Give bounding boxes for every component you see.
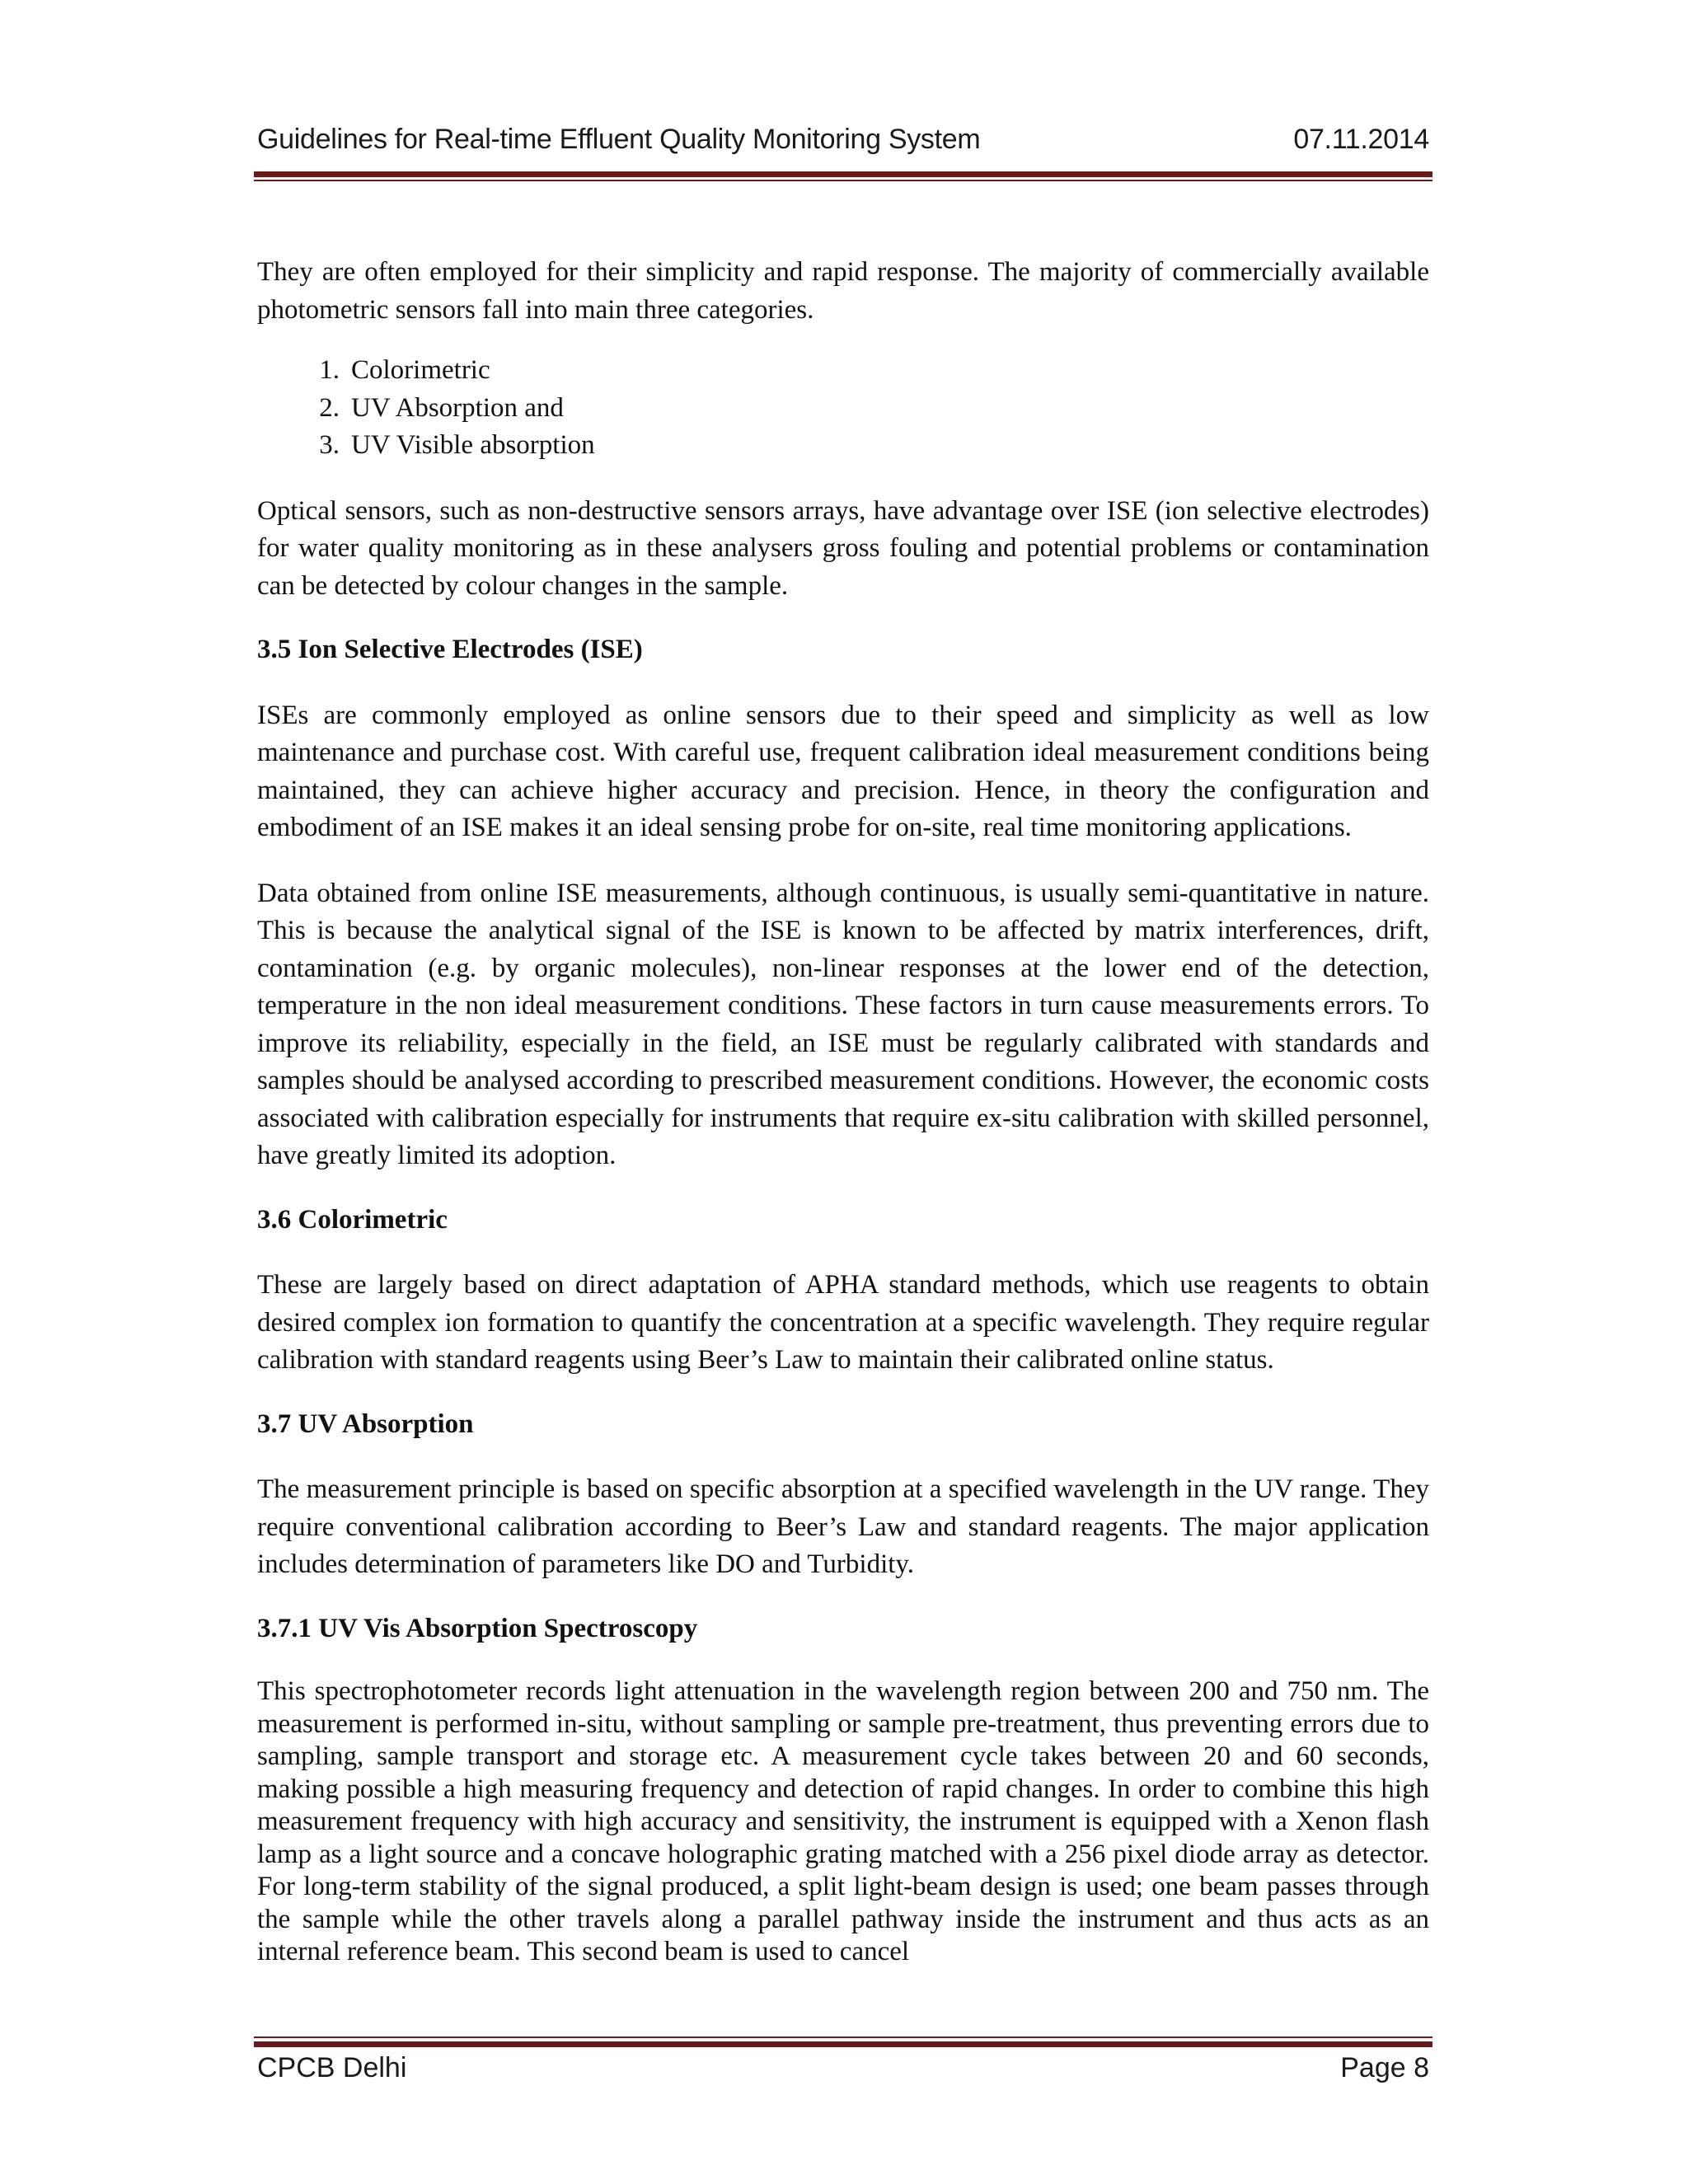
footer-rule <box>254 2041 1432 2047</box>
optical-sensors-paragraph: Optical sensors, such as non-destructive sensors arrays, have advantage over ISE (ion selective electrodes) for water quality monitoring as in these analysers gross fouling and potential problems or contamination can be detected by colour changes in the sample. <box>257 495 1429 601</box>
list-item <box>257 352 1429 390</box>
footer-page-number: Page 8 <box>1340 2052 1429 2083</box>
header-rule <box>254 171 1432 177</box>
header-rule-thin <box>254 180 1432 181</box>
page-footer <box>257 2052 1429 2084</box>
list-item-label: UV Absorption and <box>351 392 564 423</box>
list-item-label: UV Visible absorption <box>351 430 595 460</box>
list-item <box>257 427 1429 465</box>
colorimetric-paragraph: These are largely based on direct adaptation of APHA standard methods, which use reagents to obtain desired complex ion formation to quantify the concentration at a specific wavelength. They require regular calibration with standard reagents using Beer’s Law to maintain their calibrated online status. <box>257 1270 1429 1375</box>
list-item-number: 2. <box>319 392 340 423</box>
list-item-number: 1. <box>319 355 340 385</box>
section-heading-ise: 3.5 Ion Selective Electrodes (ISE) <box>257 635 643 664</box>
list-item <box>257 390 1429 428</box>
ise-paragraph-2: Data obtained from online ISE measurements, although continuous, is usually semi-quantitative in nature. This is because the analytical signal of the ISE is known to be affected by matrix interferences, drift, contamination (e.g. by organic molecules), non-linear responses at the lower end of the detection, temperature in the non ideal measurement conditions. These factors in turn cause measurements errors. To improve its reliability, especially in the field, an ISE must be regularly calibrated with standards and samples should be analysed according to prescribed measurement conditions. However, the economic costs associated with calibration especially for instruments that require ex-situ calibration with skilled personnel, have greatly limited its adoption. <box>257 878 1429 1170</box>
footer-rule-thin <box>254 2036 1432 2038</box>
footer-organization: CPCB Delhi <box>257 2052 407 2083</box>
header-date: 07.11.2014 <box>1293 124 1429 155</box>
section-heading-colorimetric: 3.6 Colorimetric <box>257 1204 448 1235</box>
uv-vis-paragraph: This spectrophotometer records light attenuation in the wavelength region between 200 and 750 nm. The measurement is performed in-situ, without sampling or sample pre-treatment, thus preventing errors due to sampling, sample transport and storage etc. A measurement cycle takes between 20 and 60 seconds, making possible a high measuring frequency and detection of rapid changes. In order to combine this high measurement frequency with high accuracy and sensitivity, the instrument is equipped with a Xenon flash lamp as a light source and a concave holographic grating matched with a 256 pixel diode array as detector. For long-term stability of the signal produced, a split light-beam design is used; one beam passes through the sample while the other travels along a parallel pathway inside the instrument and thus acts as an internal reference beam. This second beam is used to cancel <box>257 1676 1429 1966</box>
sensor-category-list <box>257 352 1429 465</box>
uv-absorption-paragraph: The measurement principle is based on specific absorption at a specified wavelength in the UV range. They require conventional calibration according to Beer’s Law and standard reagents. The major application includes determination of parameters like DO and Turbidity. <box>257 1474 1429 1579</box>
list-item-label: Colorimetric <box>351 355 490 385</box>
page-header <box>257 124 1429 156</box>
intro-paragraph: They are often employed for their simplicity and rapid response. The majority of commercially available photometric sensors fall into main three categories. <box>257 257 1429 325</box>
section-heading-uv-vis: 3.7.1 UV Vis Absorption Spectroscopy <box>257 1613 698 1643</box>
ise-paragraph-1: ISEs are commonly employed as online sensors due to their speed and simplicity as well as low maintenance and purchase cost. With careful use, frequent calibration ideal measurement conditions being maintained, they can achieve higher accuracy and precision. Hence, in theory the configuration and embodiment of an ISE makes it an ideal sensing probe for on-site, real time monitoring applications. <box>257 700 1429 842</box>
header-title: Guidelines for Real-time Effluent Quality Monitoring System <box>257 124 981 155</box>
page-body <box>257 254 1429 1969</box>
section-heading-uv-absorption: 3.7 UV Absorption <box>257 1408 474 1439</box>
list-item-number: 3. <box>319 430 340 460</box>
